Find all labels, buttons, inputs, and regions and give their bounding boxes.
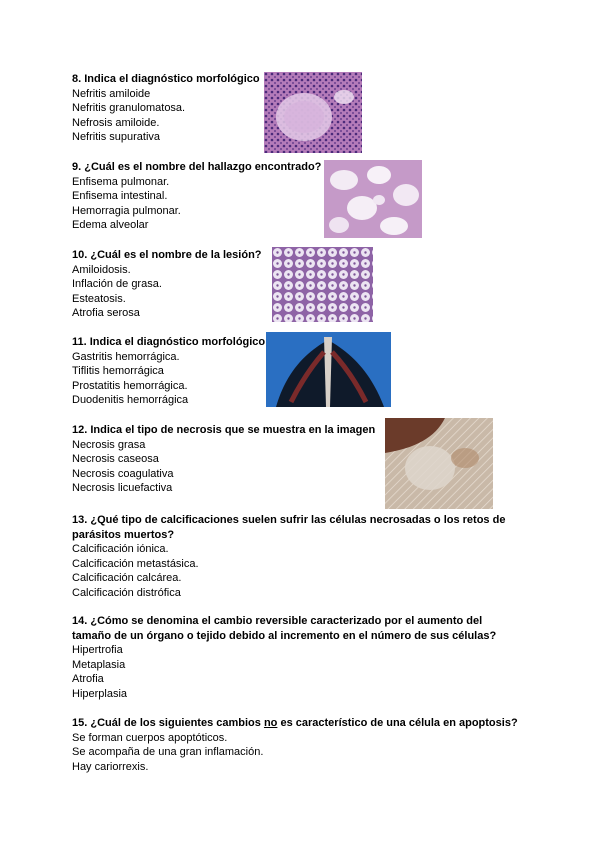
option[interactable]: Esteatosis.: [72, 292, 126, 305]
option[interactable]: Gastritis hemorrágica.: [72, 350, 180, 363]
option[interactable]: Enfisema pulmonar.: [72, 175, 170, 188]
necrosis-gross-image: [385, 418, 493, 509]
fat-cells-histology-image: [272, 247, 373, 322]
lung-histology-image: [324, 160, 422, 238]
question-11: [72, 335, 265, 408]
option[interactable]: Calcificación distrófica: [72, 586, 181, 599]
option[interactable]: Amiloidosis.: [72, 263, 131, 276]
option[interactable]: Prostatitis hemorrágica.: [72, 379, 188, 392]
option[interactable]: Metaplasia: [72, 658, 126, 671]
option[interactable]: Necrosis licuefactiva: [72, 482, 173, 495]
title-part-1: 15. ¿Cuál de los siguientes cambios: [72, 717, 264, 729]
question-title-line1: 13. ¿Qué tipo de calcificaciones suelen sufrir las células necrosadas o los retos de: [72, 514, 506, 526]
option[interactable]: Inflación de grasa.: [72, 278, 162, 291]
option[interactable]: Hemorragia pulmonar.: [72, 204, 181, 217]
option[interactable]: Necrosis caseosa: [72, 453, 159, 466]
option[interactable]: Necrosis coagulativa: [72, 467, 174, 480]
question-13: [72, 513, 505, 600]
title-underlined-word: no: [263, 717, 278, 729]
question-title: 11. Indica el diagnóstico morfológico: [72, 336, 266, 348]
question-title: 12. Indica el tipo de necrosis que se muestra en la imagen: [72, 424, 376, 436]
option[interactable]: Atrofia: [72, 673, 104, 686]
option[interactable]: Calcificación iónica.: [72, 543, 169, 555]
option[interactable]: Atrofia serosa: [72, 307, 140, 320]
question-12: [72, 423, 375, 496]
title-part-2: es característico de una célula en apoptosis?: [277, 717, 518, 729]
option[interactable]: Duodenitis hemorrágica: [72, 394, 189, 407]
option[interactable]: Nefrosis amiloide.: [72, 116, 160, 129]
option[interactable]: Edema alveolar: [72, 219, 149, 232]
question-title: [72, 716, 518, 731]
intestine-gross-image: [266, 332, 391, 407]
question-title: 9. ¿Cuál es el nombre del hallazgo encontrado?: [72, 161, 322, 173]
kidney-histology-image: [264, 72, 362, 153]
question-title-line2: tamaño de un órgano o tejido debido al incremento en el número de sus células?: [72, 629, 497, 642]
option[interactable]: Nefritis amiloide: [72, 87, 151, 100]
question-title-line1: 14. ¿Cómo se denomina el cambio reversible caracterizado por el aumento del: [72, 615, 483, 627]
option[interactable]: Calcificación calcárea.: [72, 572, 182, 585]
option[interactable]: Hay cariorrexis.: [72, 760, 149, 773]
question-title: 8. Indica el diagnóstico morfológico: [72, 73, 260, 85]
option[interactable]: Tiflitis hemorrágica: [72, 365, 164, 378]
question-14: [72, 614, 496, 701]
option[interactable]: Calcificación metastásica.: [72, 557, 199, 570]
question-15: [72, 716, 518, 774]
option[interactable]: Enfisema intestinal.: [72, 190, 168, 203]
option[interactable]: Se forman cuerpos apoptóticos.: [72, 731, 228, 744]
option[interactable]: Hipertrofia: [72, 644, 123, 656]
question-title-line2: parásitos muertos?: [72, 528, 175, 541]
question-10: [72, 248, 262, 321]
option[interactable]: Nefritis supurativa: [72, 131, 161, 144]
question-8: [72, 72, 260, 145]
option[interactable]: Nefritis granulomatosa.: [72, 102, 186, 115]
option[interactable]: Se acompaña de una gran inflamación.: [72, 746, 264, 759]
question-title: 10. ¿Cuál es el nombre de la lesión?: [72, 249, 262, 261]
option[interactable]: Hiperplasia: [72, 687, 128, 700]
option[interactable]: Necrosis grasa: [72, 438, 146, 451]
question-9: [72, 160, 321, 233]
